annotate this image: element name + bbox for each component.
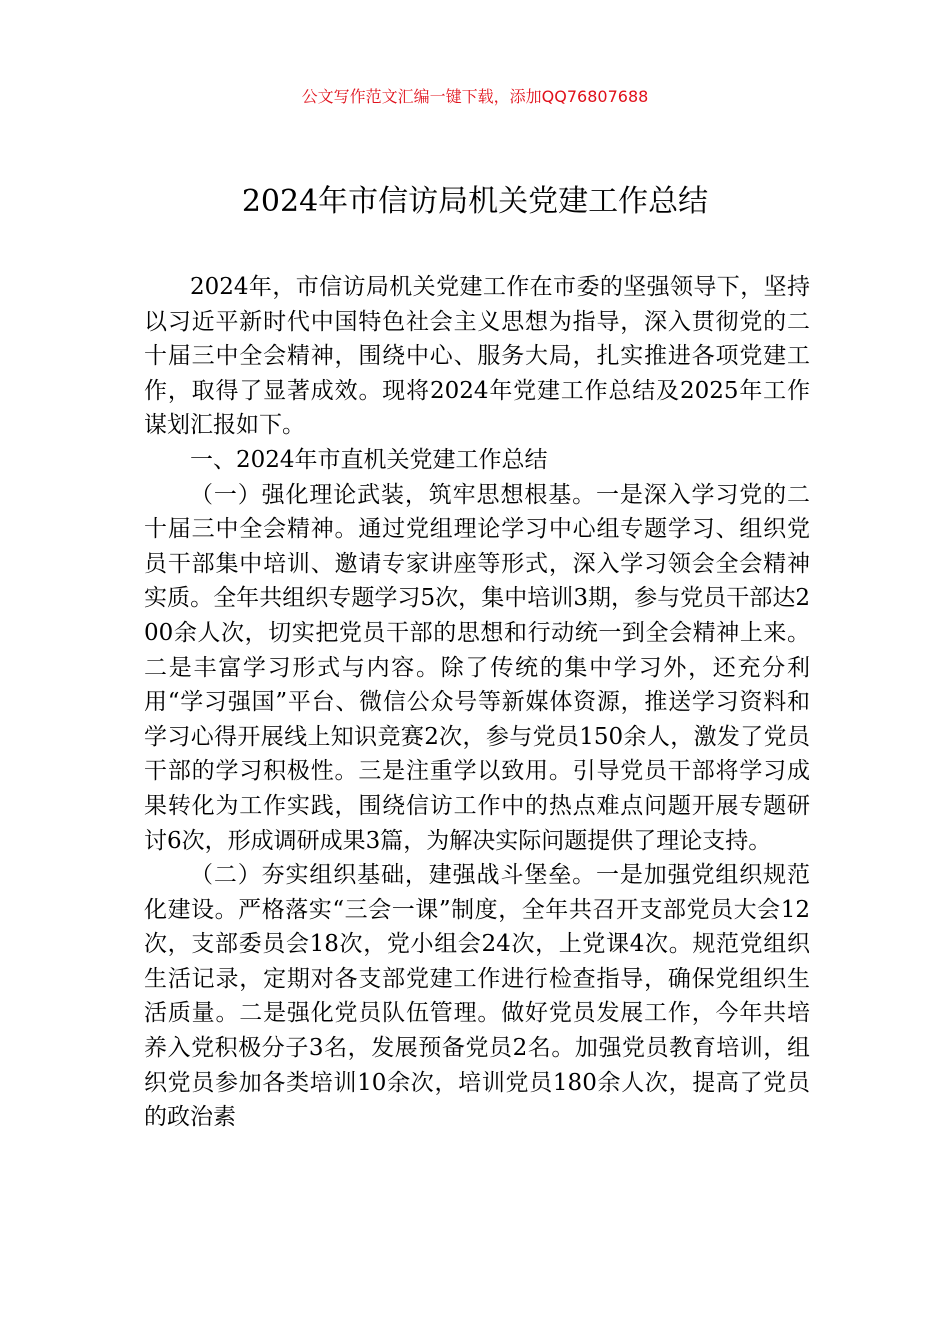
promo-header: 公文写作范文汇编一键下载，添加QQ76807688 bbox=[301, 87, 649, 106]
document-title: 2024年市信访局机关党建工作总结 bbox=[241, 184, 709, 219]
paragraph-theory: （一）强化理论武装，筑牢思想根基。一是深入学习党的二十届三中全会精神。通过党组理论学习中心组专题学习、组织党员干部集中培训、邀请专家讲座等形式，深入学习领会全会精神实质。全年共组织专题学习5次，集中培训3期，参与党员干部达200余人次，切实把党员干部的思想和行动统一到全会精神上来。二是丰富学习形式与内容。除了传统的集中学习外，还充分利用“学习强国”平台、微信公众号等新媒体资源，推送学习资料和学习心得开展线上知识竞赛2次，参与党员150余人，激发了党员干部的学习积极性。三是注重学以致用。引导党员干部将学习成果转化为工作实践，围绕信访工作中的热点难点问题开展专题研讨6次，形成调研成果3篇，为解决实际问题提供了理论支持。 bbox=[144, 481, 810, 854]
document-body bbox=[144, 270, 810, 1135]
paragraph-intro: 2024年，市信访局机关党建工作在市委的坚强领导下，坚持以习近平新时代中国特色社会主义思想为指导，深入贯彻党的二十届三中全会精神，围绕中心、服务大局，扎实推进各项党建工作，取得了显著成效。现将2024年党建工作总结及2025年工作谋划汇报如下。 bbox=[144, 274, 810, 439]
paragraph-organization: （二）夯实组织基础，建强战斗堡垒。一是加强党组织规范化建设。严格落实“三会一课”制度，全年共召开支部党员大会12次，支部委员会18次，党小组会24次，上党课4次。规范党组织生活记录，定期对各支部党建工作进行检查指导，确保党组织生活质量。二是强化党员队伍管理。做好党员发展工作，今年共培养入党积极分子3名，发展预备党员2名。加强党员教育培训，组织党员参加各类培训10余次，培训党员180余人次，提高了党员的政治素 bbox=[144, 862, 810, 1131]
section-heading-1: 一、2024年市直机关党建工作总结 bbox=[190, 446, 548, 473]
